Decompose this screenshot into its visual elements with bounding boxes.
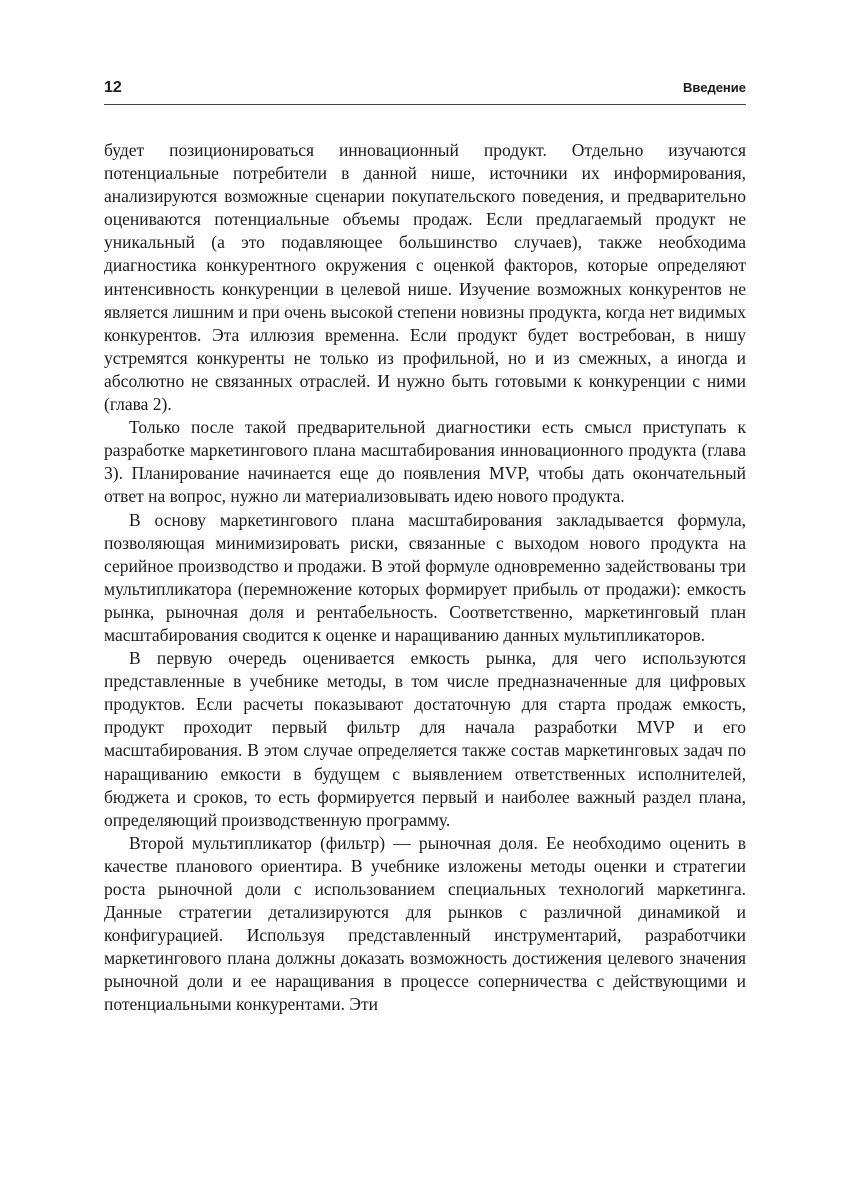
page-number: 12 bbox=[104, 79, 122, 96]
body-text bbox=[104, 139, 746, 1017]
running-title: Введение bbox=[683, 80, 746, 95]
header-divider bbox=[104, 104, 746, 105]
paragraph-2: Только после такой предварительной диагностики есть смысл приступать к разработке маркетингового плана масштабирования инновационного продукта (глава 3). Планирование начинается еще до появления MVP, чтобы дать окончательный ответ на вопрос, нужно ли материализовывать идею нового продукта. bbox=[104, 417, 746, 507]
page-header bbox=[104, 76, 746, 104]
paragraph-1: будет позиционироваться инновационный продукт. Отдельно изучаются потенциальные потребители в данной нише, источники их информирования, анализируются возможные сценарии покупательского поведения, и предварительно оцениваются потенциальные объемы продаж. Если предлагаемый продукт не уникальный (а это подавляющее большинство случаев), также необходима диагностика конкурентного окружения с оценкой факторов, которые определяют интенсивность конкуренции в целевой нише. Изучение возможных конкурентов не является лишним и при очень высокой степени новизны продукта, когда нет видимых конкурентов. Эта иллюзия временна. Если продукт будет востребован, в нишу устремятся конкуренты не только из профильной, но и из смежных, а иногда и абсолютно не связанных отраслей. И нужно быть готовыми к конкуренции с ними (глава 2). bbox=[104, 140, 746, 415]
paragraph-4: В первую очередь оценивается емкость рынка, для чего используются представленные в учебнике методы, в том числе предназначенные для цифровых продуктов. Если расчеты показывают достаточную для старта продаж емкость, продукт проходит первый фильтр для начала разработки MVP и его масштабирования. В этом случае определяется также состав маркетинговых задач по наращиванию емкости в будущем с выявлением ответственных исполнителей, бюджета и сроков, то есть формируется первый и наиболее важный раздел плана, определяющий производственную программу. bbox=[104, 648, 746, 830]
paragraph-3: В основу маркетингового плана масштабирования закладывается формула, позволяющая минимизировать риски, связанные с выходом нового продукта на серийное производство и продажи. В этой формуле одновременно задействованы три мультипликатора (перемножение которых формирует прибыль от продажи): емкость рынка, рыночная доля и рентабельность. Соответственно, маркетинговый план масштабирования сводится к оценке и наращиванию данных мультипликаторов. bbox=[104, 509, 746, 645]
paragraph-5: Второй мультипликатор (фильтр) — рыночная доля. Ее необходимо оценить в качестве планового ориентира. В учебнике изложены методы оценки и стратегии роста рыночной доли с использованием специальных технологий маркетинга. Данные стратегии детализируются для рынков с различной динамикой и конфигурацией. Используя представленный инструментарий, разработчики маркетингового плана должны доказать возможность достижения целевого значения рыночной доли и ее наращивания в процессе соперничества с действующими и потенциальными конкурентами. Эти bbox=[104, 832, 746, 1015]
